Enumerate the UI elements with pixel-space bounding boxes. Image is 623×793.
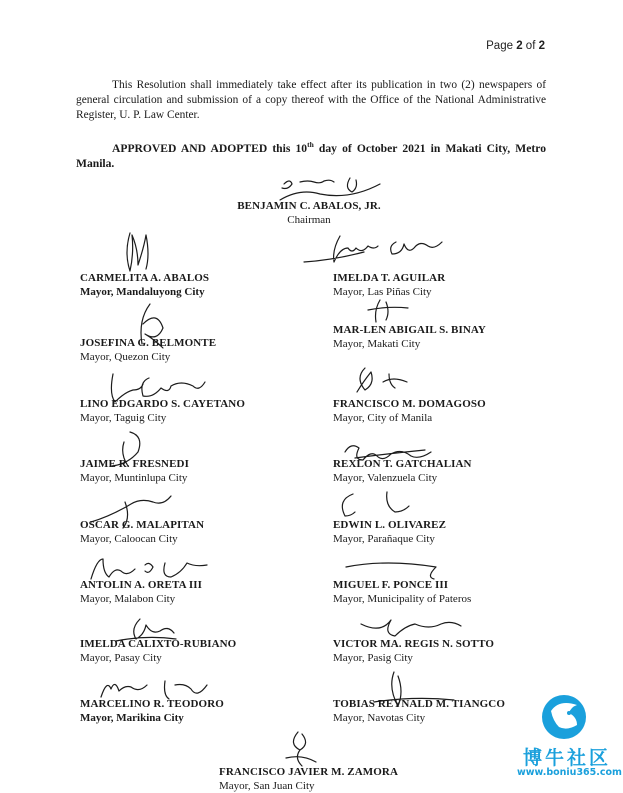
- signatory-block-right-5: EDWIN L. OLIVAREZ Mayor, Parañaque City: [333, 519, 447, 545]
- signatory-block-right-3: FRANCISCO M. DOMAGOSO Mayor, City of Manila: [333, 398, 486, 424]
- signatory-block-bottom: FRANCISCO JAVIER M. ZAMORA Mayor, San Juan City: [219, 766, 399, 792]
- approval-statement: APPROVED AND ADOPTED this 10th day of October 2021 in Makati City, Metro Manila.: [76, 140, 546, 171]
- chairman-block: [229, 200, 389, 227]
- watermark-url: www.boniu365.com: [517, 767, 622, 778]
- page-number: Page 2 of 2: [486, 40, 545, 52]
- signatory-block-right-7: VICTOR MA. REGIS N. SOTTO Mayor, Pasig City: [333, 638, 495, 664]
- signature-olivarez: [335, 488, 425, 522]
- signature-aguilar: [300, 228, 470, 270]
- signatory-block-right-2: MAR-LEN ABIGAIL S. BINAY Mayor, Makati City: [333, 324, 486, 350]
- chairman-title: Chairman: [287, 213, 331, 226]
- signature-ponce: [340, 553, 450, 581]
- signatory-block-left-2: JOSEFINA G. BELMONTE Mayor, Quezon City: [80, 337, 217, 363]
- signature-zamora: [280, 728, 330, 768]
- watermark-text: 博牛社区: [523, 747, 612, 769]
- signatory-block-left-1: CARMELITA A. ABALOS Mayor, Mandaluyong City: [80, 272, 210, 298]
- bull-logo-icon: [539, 693, 589, 741]
- signatory-block-left-4: JAIME R. FRESNEDI Mayor, Muntinlupa City: [80, 458, 189, 484]
- signatory-block-left-3: LINO EDGARDO S. CAYETANO Mayor, Taguig City: [80, 398, 245, 424]
- signatory-block-right-4: REXLON T. GATCHALIAN Mayor, Valenzuela City: [333, 458, 472, 484]
- signatory-block-left-5: OSCAR G. MALAPITAN Mayor, Caloocan City: [80, 519, 205, 545]
- chairman-name: BENJAMIN C. ABALOS, JR.: [237, 200, 381, 212]
- site-watermark: [509, 693, 622, 783]
- signatory-block-right-8: TOBIAS REYNALD M. TIANGCO Mayor, Navotas City: [333, 698, 506, 724]
- resolution-paragraph: This Resolution shall immediately take effect after its publication in two (2) newspapers of general circulation and submission of a copy thereof with the Office of the National Administrative Register, U. P. Law Center.: [76, 79, 546, 121]
- signatory-block-left-7: IMELDA CALIXTO-RUBIANO Mayor, Pasay City: [80, 638, 237, 664]
- signature-abalos-carmelita: [110, 228, 170, 278]
- signature-binay: [360, 296, 420, 324]
- signatory-block-left-8: MARCELINO R. TEODORO Mayor, Marikina City: [80, 698, 224, 724]
- signature-domagoso: [345, 362, 415, 400]
- signatory-block-right-1: IMELDA T. AGUILAR Mayor, Las Piñas City: [333, 272, 446, 298]
- signatory-block-right-6: MIGUEL F. PONCE III Mayor, Municipality of Pateros: [333, 579, 472, 605]
- signatory-block-left-6: ANTOLIN A. ORETA III Mayor, Malabon City: [80, 579, 203, 605]
